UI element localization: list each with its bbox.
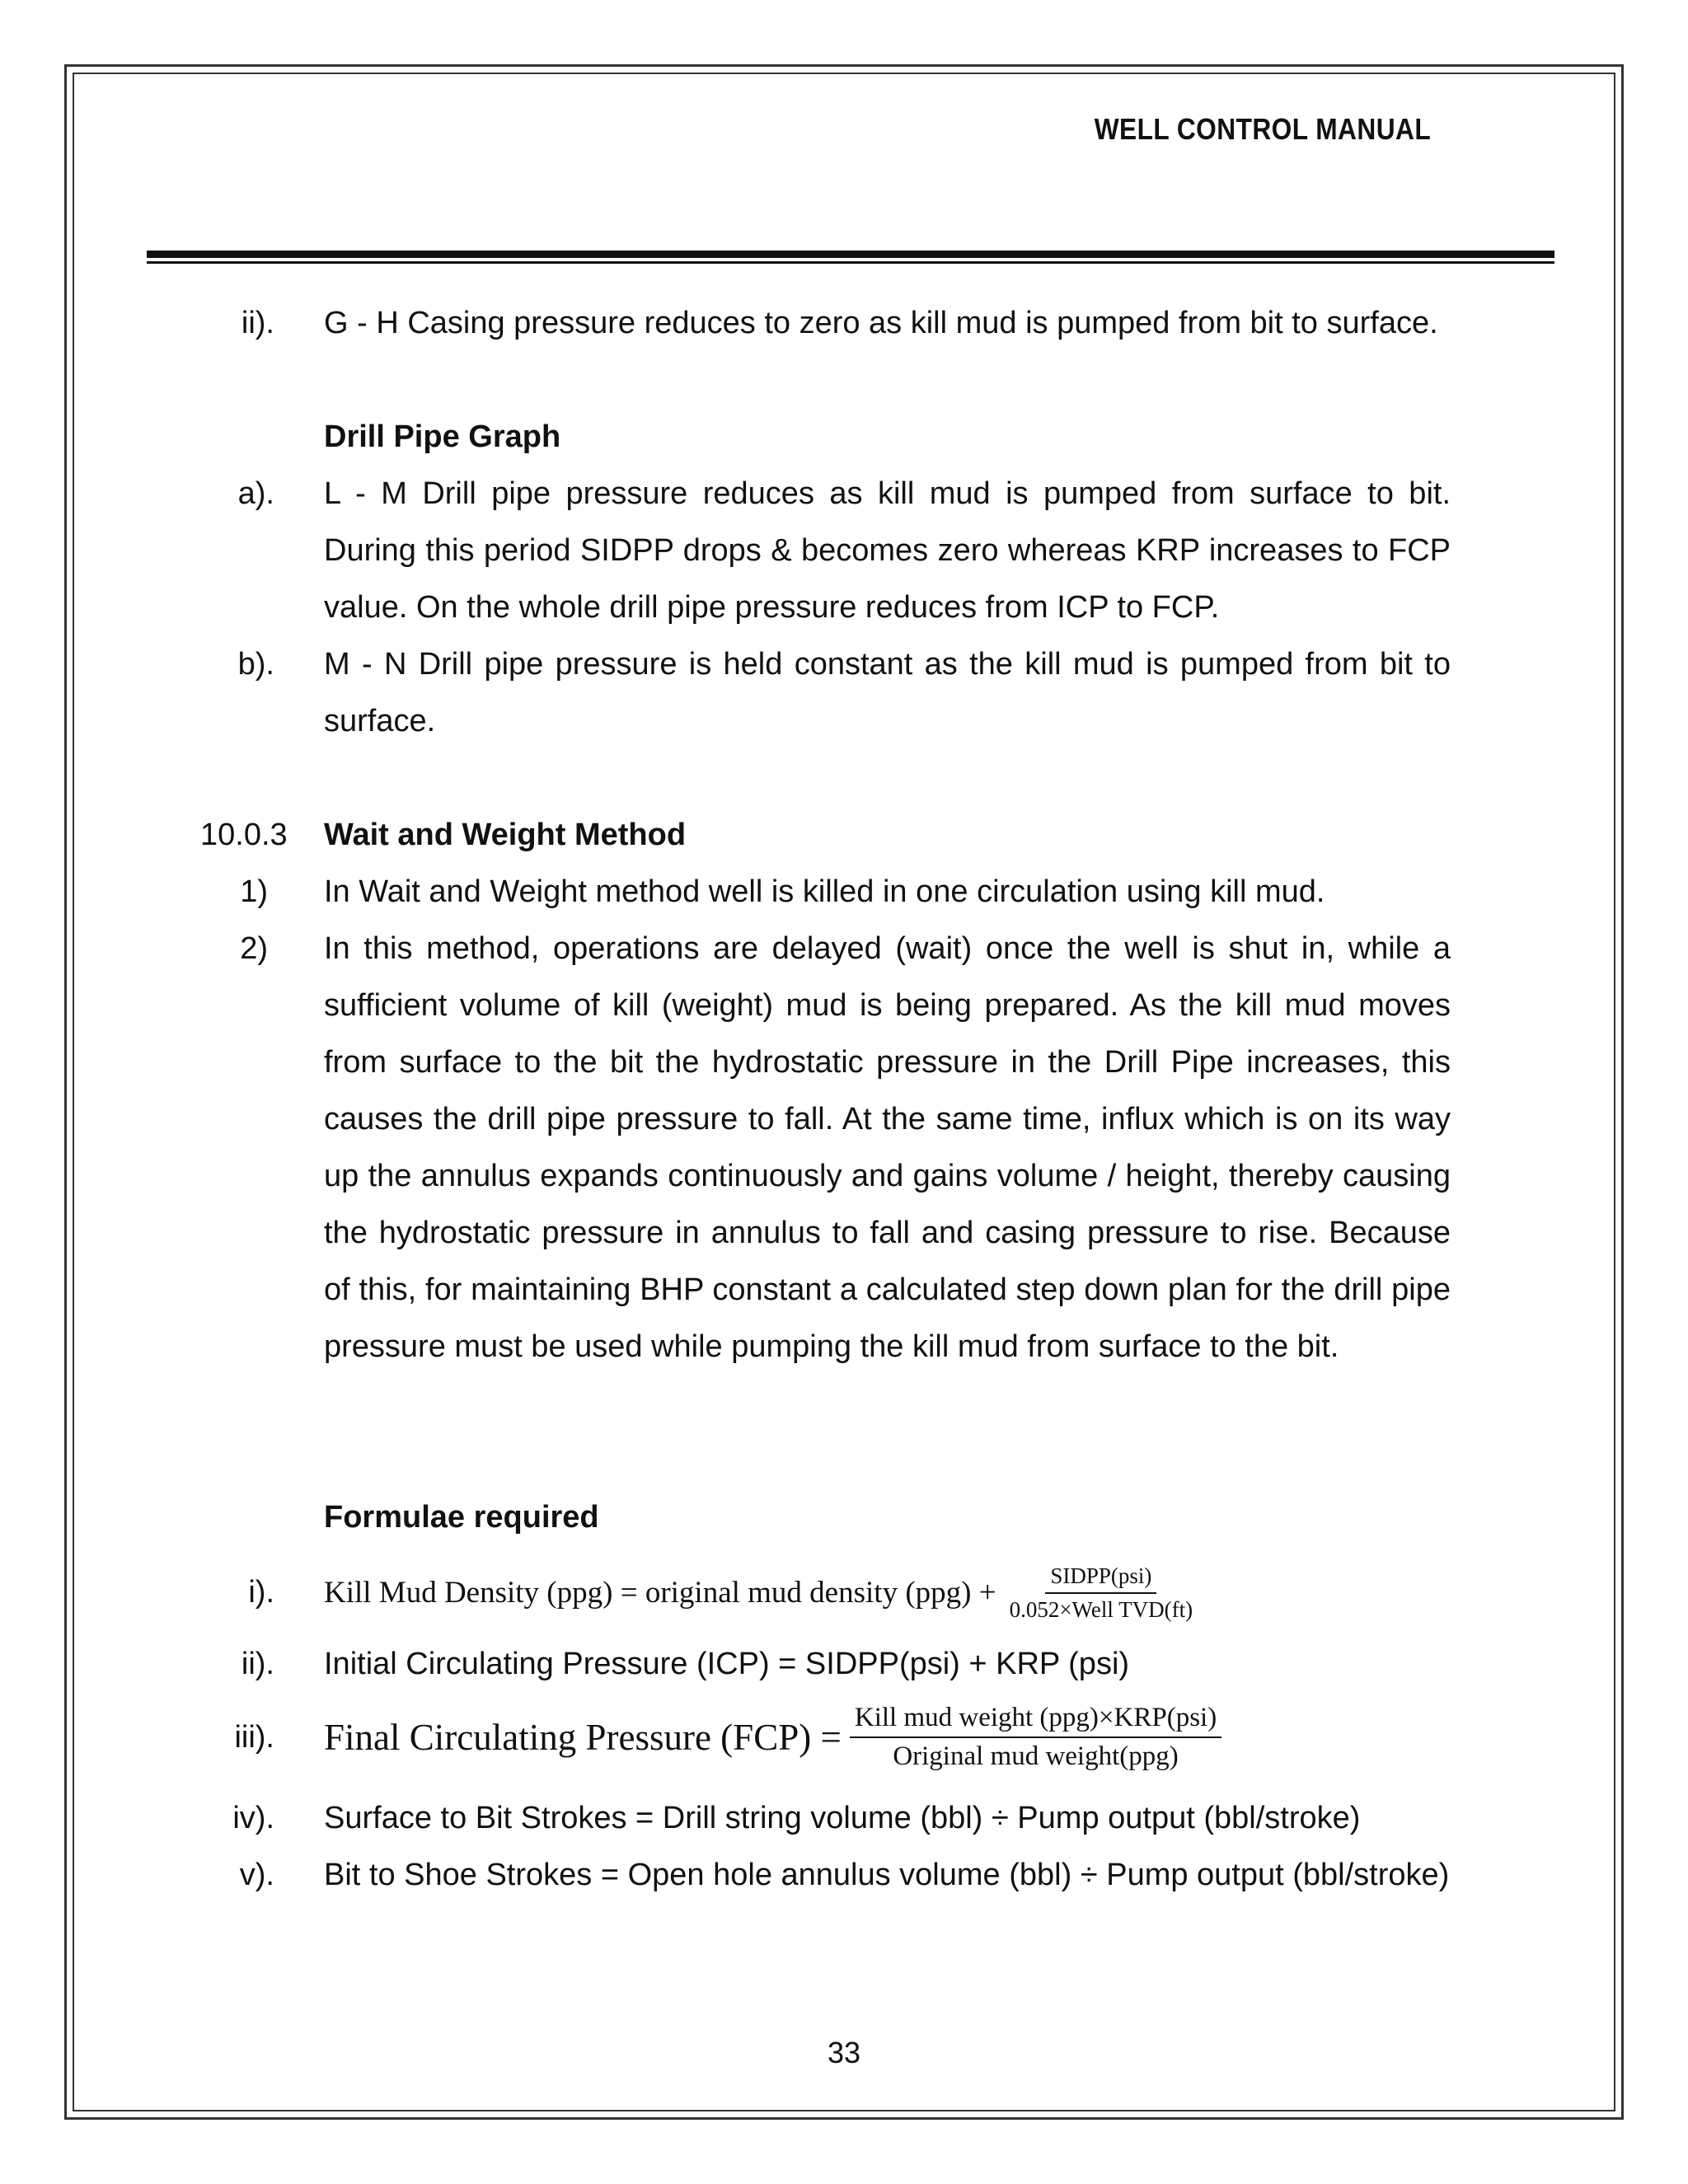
section-title: Wait and Weight Method [324, 818, 687, 852]
page-number: 33 [827, 2036, 861, 2069]
item-label: 2) [240, 931, 268, 966]
item-text: G - H Casing pressure reduces to zero as kill mud is pumped from bit to surface. [324, 306, 1438, 340]
item-text: In this method, operations are delayed (wait) once the well is shut in, while a sufficient volume of kill (weight) mud is being prepared. As the kill mud moves from surface to the bit the hydrostatic pressure in the Drill Pipe increases, this causes the drill pipe pressure to fall. At the same time, influx which is on its way up the annulus expands continuously and gains volume / height, thereby causing the hydrostatic pressure in annulus to fall and casing pressure to rise. Because of this, for maintaining BHP constant a calculated step down plan for the drill pipe pressure must be used while pumping the kill mud from surface to the bit. [324, 931, 1451, 1364]
item-label: iv). [232, 1801, 274, 1835]
formula-numerator: SIDPP(psi) [1045, 1563, 1156, 1594]
item-label: a). [237, 476, 274, 511]
item-label: iii). [234, 1720, 274, 1755]
formula-fraction [1005, 1563, 1198, 1623]
header-rule [147, 251, 1554, 258]
item-label: ii). [241, 306, 274, 340]
item-text: M - N Drill pipe pressure is held constant as the kill mud is pumped from bit to surface. [324, 647, 1451, 738]
header-title: WELL CONTROL MANUAL [1094, 112, 1431, 146]
formula-fraction [850, 1703, 1221, 1772]
item-label: v). [239, 1858, 274, 1892]
formula-lhs: Kill Mud Density (ppg) = original mud density (ppg) + [324, 1576, 996, 1610]
formula-lhs: Final Circulating Pressure (FCP) = [324, 1717, 842, 1758]
item-text: L - M Drill pipe pressure reduces as kill mud is pumped from surface to bit. During this period SIDPP drops & becomes zero whereas KRP increases to FCP value. On the whole drill pipe pressure reduces from ICP to FCP. [324, 476, 1451, 625]
header-rule-thin [147, 261, 1554, 264]
item-text: Initial Circulating Pressure (ICP) = SIDPP(psi) + KRP (psi) [324, 1647, 1130, 1681]
item-label: 1) [240, 874, 268, 909]
item-text: Bit to Shoe Strokes = Open hole annulus volume (bbl) ÷ Pump output (bbl/stroke) [324, 1858, 1450, 1892]
formula-fcp [324, 1696, 1221, 1779]
section-number: 10.0.3 [200, 818, 288, 852]
formulae-heading: Formulae required [324, 1500, 599, 1535]
item-label: b). [237, 647, 274, 682]
formula-denominator: Original mud weight(ppg) [893, 1741, 1179, 1771]
item-label: i). [248, 1575, 274, 1610]
item-text: In Wait and Weight method well is killed in one circulation using kill mud. [324, 874, 1325, 909]
formula-numerator: Kill mud weight (ppg)×KRP(psi) [850, 1703, 1221, 1738]
formula-kill-mud-density [324, 1558, 1198, 1628]
formula-denominator: 0.052×Well TVD(ft) [1009, 1596, 1193, 1622]
item-text: Surface to Bit Strokes = Drill string volume (bbl) ÷ Pump output (bbl/stroke) [324, 1801, 1361, 1835]
drill-pipe-graph-heading: Drill Pipe Graph [324, 419, 561, 454]
item-label: ii). [241, 1647, 274, 1681]
